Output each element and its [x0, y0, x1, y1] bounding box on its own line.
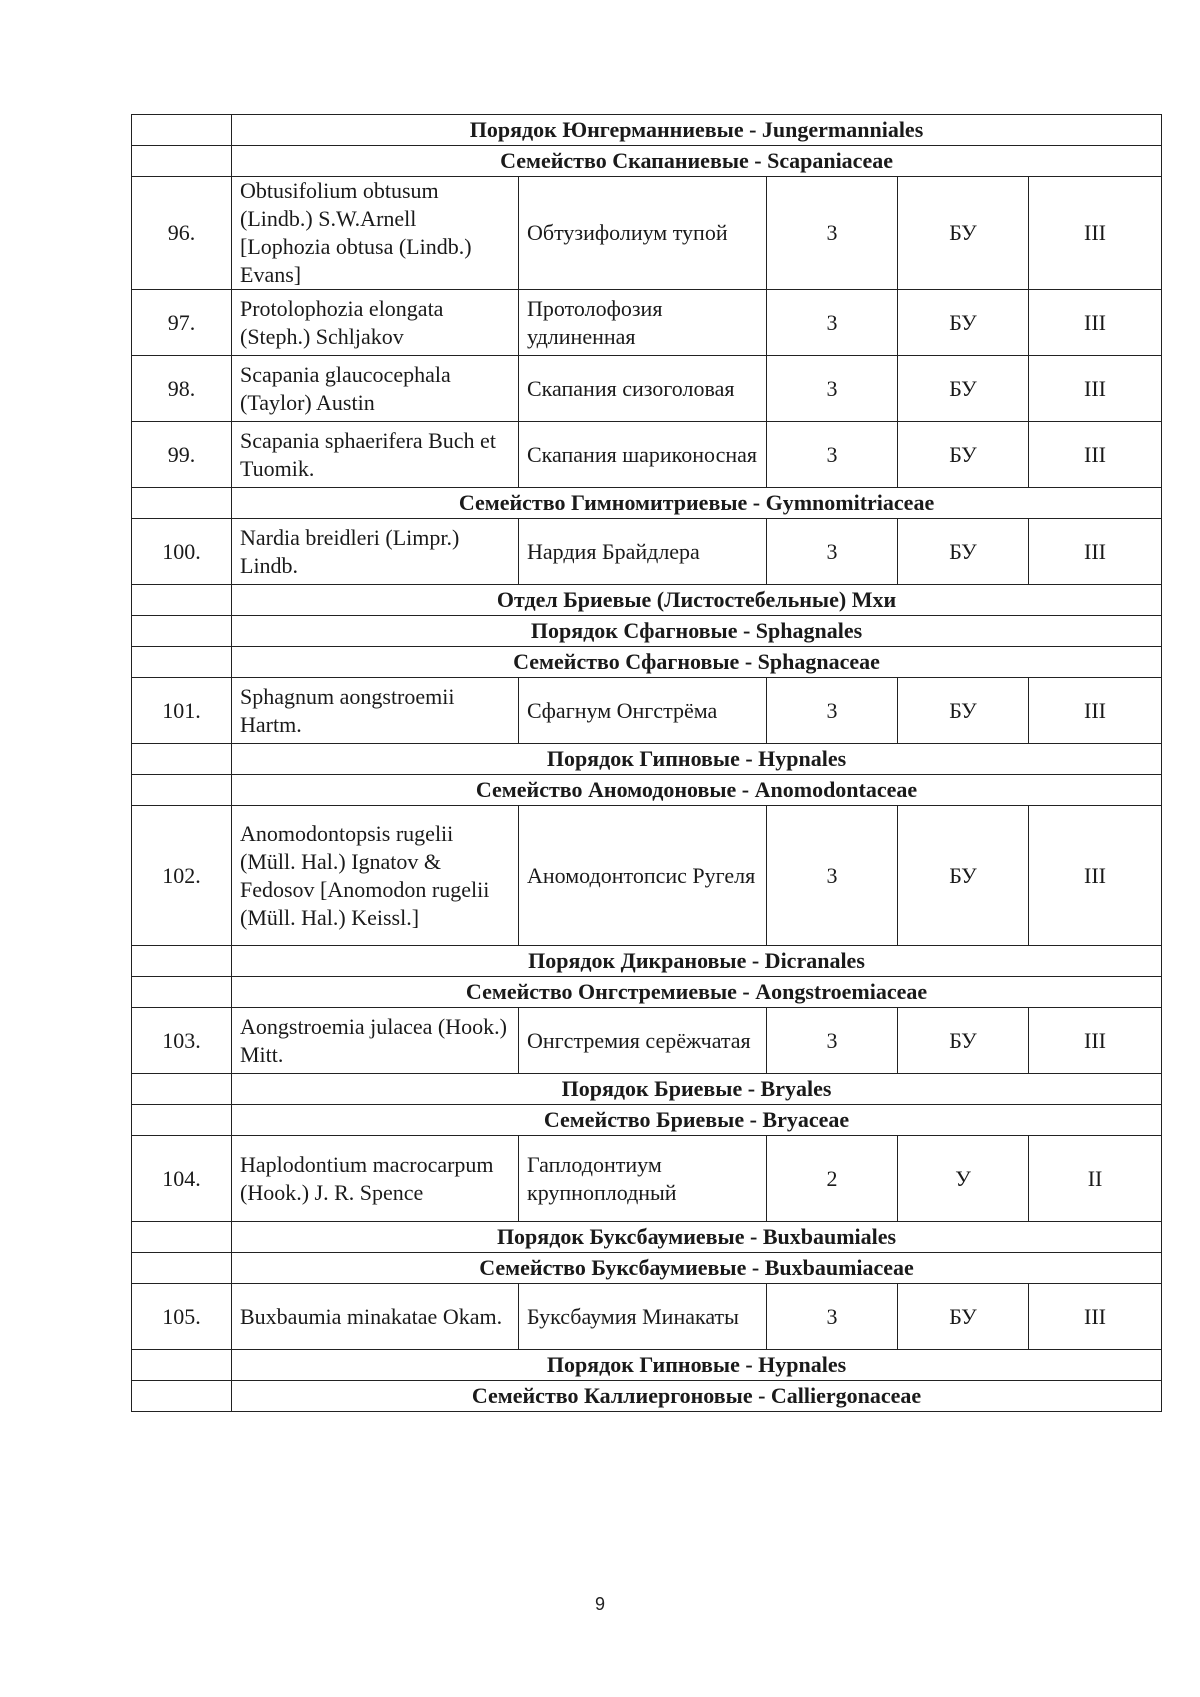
latin-name: Nardia breidleri (Limpr.) Lindb. [232, 519, 519, 585]
row-number: 104. [132, 1136, 232, 1222]
row-number: 96. [132, 177, 232, 290]
heading-row [132, 115, 1162, 146]
category-cell: 3 [767, 177, 898, 290]
section-heading: Семейство Сфагновые - Sphagnaceae [232, 647, 1162, 678]
section-heading: Порядок Буксбаумиевые - Buxbaumiales [232, 1222, 1162, 1253]
species-row [132, 356, 1162, 422]
latin-name: Haplodontium macrocarpum (Hook.) J. R. Spence [232, 1136, 519, 1222]
species-row [132, 519, 1162, 585]
category-cell: 3 [767, 1008, 898, 1074]
row-number-cell-empty [132, 977, 232, 1008]
status-cell: БУ [898, 177, 1029, 290]
section-heading: Семейство Буксбаумиевые - Buxbaumiaceae [232, 1253, 1162, 1284]
heading-row [132, 1222, 1162, 1253]
section-heading: Порядок Дикрановые - Dicranales [232, 946, 1162, 977]
section-heading: Семейство Аномодоновые - Anomodontaceae [232, 775, 1162, 806]
russian-name: Скапания шариконосная [519, 422, 767, 488]
status-cell: БУ [898, 356, 1029, 422]
row-number: 103. [132, 1008, 232, 1074]
category-cell: 2 [767, 1136, 898, 1222]
row-number-cell-empty [132, 775, 232, 806]
heading-row [132, 1350, 1162, 1381]
table-body [132, 115, 1162, 1412]
row-number-cell-empty [132, 1350, 232, 1381]
heading-row [132, 616, 1162, 647]
species-row [132, 678, 1162, 744]
row-number-cell-empty [132, 1381, 232, 1412]
row-number-cell-empty [132, 647, 232, 678]
section-heading: Семейство Скапаниевые - Scapaniaceae [232, 146, 1162, 177]
russian-name: Буксбаумия Минакаты [519, 1284, 767, 1350]
row-number: 100. [132, 519, 232, 585]
category-cell: 3 [767, 806, 898, 946]
species-row [132, 1008, 1162, 1074]
russian-name: Нардия Брайдлера [519, 519, 767, 585]
row-number-cell-empty [132, 146, 232, 177]
heading-row [132, 744, 1162, 775]
row-number-cell-empty [132, 946, 232, 977]
priority-cell: III [1029, 519, 1162, 585]
latin-name: Scapania sphaerifera Buch et Tuomik. [232, 422, 519, 488]
row-number-cell-empty [132, 115, 232, 146]
russian-name: Скапания сизоголовая [519, 356, 767, 422]
heading-row [132, 946, 1162, 977]
section-heading: Семейство Онгстремиевые - Aongstroemiaceae [232, 977, 1162, 1008]
section-heading: Порядок Гипновые - Hypnales [232, 1350, 1162, 1381]
status-cell: БУ [898, 1008, 1029, 1074]
priority-cell: III [1029, 1284, 1162, 1350]
latin-name: Sphagnum aongstroemii Hartm. [232, 678, 519, 744]
row-number-cell-empty [132, 488, 232, 519]
russian-name: Протолофозия удлиненная [519, 290, 767, 356]
heading-row [132, 647, 1162, 678]
red-book-species-table [131, 114, 1162, 1412]
section-heading: Порядок Сфагновые - Sphagnales [232, 616, 1162, 647]
species-row [132, 422, 1162, 488]
section-heading: Отдел Бриевые (Листостебельные) Мхи [232, 585, 1162, 616]
row-number-cell-empty [132, 1074, 232, 1105]
heading-row [132, 1105, 1162, 1136]
species-row [132, 177, 1162, 290]
section-heading: Порядок Бриевые - Bryales [232, 1074, 1162, 1105]
heading-row [132, 585, 1162, 616]
section-heading: Порядок Гипновые - Hypnales [232, 744, 1162, 775]
section-heading: Семейство Каллиергоновые - Calliergonaceae [232, 1381, 1162, 1412]
section-heading: Порядок Юнгерманниевые - Jungermanniales [232, 115, 1162, 146]
species-row [132, 1284, 1162, 1350]
latin-name: Obtusifolium obtusum (Lindb.) S.W.Arnell [Lophozia obtusa (Lindb.) Evans] [232, 177, 519, 290]
priority-cell: III [1029, 177, 1162, 290]
priority-cell: III [1029, 806, 1162, 946]
row-number: 101. [132, 678, 232, 744]
page-number: 9 [594, 1594, 605, 1614]
priority-cell: III [1029, 290, 1162, 356]
russian-name: Обтузифолиум тупой [519, 177, 767, 290]
row-number-cell-empty [132, 744, 232, 775]
heading-row [132, 1381, 1162, 1412]
priority-cell: III [1029, 1008, 1162, 1074]
status-cell: БУ [898, 422, 1029, 488]
heading-row [132, 977, 1162, 1008]
priority-cell: III [1029, 678, 1162, 744]
latin-name: Anomodontopsis rugelii (Müll. Hal.) Ignatov & Fedosov [Anomodon rugelii (Müll. Hal.) Keissl.] [232, 806, 519, 946]
category-cell: 3 [767, 1284, 898, 1350]
latin-name: Scapania glaucocephala (Taylor) Austin [232, 356, 519, 422]
row-number: 97. [132, 290, 232, 356]
row-number-cell-empty [132, 1253, 232, 1284]
section-heading: Семейство Бриевые - Bryaceae [232, 1105, 1162, 1136]
priority-cell: III [1029, 356, 1162, 422]
section-heading: Семейство Гимномитриевые - Gymnomitriaceae [232, 488, 1162, 519]
species-row [132, 1136, 1162, 1222]
status-cell: БУ [898, 678, 1029, 744]
species-row [132, 290, 1162, 356]
status-cell: БУ [898, 806, 1029, 946]
row-number-cell-empty [132, 616, 232, 647]
priority-cell: II [1029, 1136, 1162, 1222]
status-cell: У [898, 1136, 1029, 1222]
russian-name: Аномодонтопсис Ругеля [519, 806, 767, 946]
latin-name: Aongstroemia julacea (Hook.) Mitt. [232, 1008, 519, 1074]
row-number: 102. [132, 806, 232, 946]
row-number-cell-empty [132, 1105, 232, 1136]
category-cell: 3 [767, 678, 898, 744]
species-row [132, 806, 1162, 946]
category-cell: 3 [767, 422, 898, 488]
priority-cell: III [1029, 422, 1162, 488]
row-number: 98. [132, 356, 232, 422]
russian-name: Гаплодонтиум крупноплодный [519, 1136, 767, 1222]
status-cell: БУ [898, 519, 1029, 585]
heading-row [132, 488, 1162, 519]
heading-row [132, 146, 1162, 177]
heading-row [132, 775, 1162, 806]
russian-name: Онгстремия серёжчатая [519, 1008, 767, 1074]
latin-name: Protolophozia elongata (Steph.) Schljakov [232, 290, 519, 356]
category-cell: 3 [767, 519, 898, 585]
status-cell: БУ [898, 1284, 1029, 1350]
row-number-cell-empty [132, 1222, 232, 1253]
row-number: 105. [132, 1284, 232, 1350]
latin-name: Buxbaumia minakatae Okam. [232, 1284, 519, 1350]
category-cell: 3 [767, 290, 898, 356]
heading-row [132, 1074, 1162, 1105]
status-cell: БУ [898, 290, 1029, 356]
heading-row [132, 1253, 1162, 1284]
row-number-cell-empty [132, 585, 232, 616]
row-number: 99. [132, 422, 232, 488]
category-cell: 3 [767, 356, 898, 422]
russian-name: Сфагнум Онгстрёма [519, 678, 767, 744]
